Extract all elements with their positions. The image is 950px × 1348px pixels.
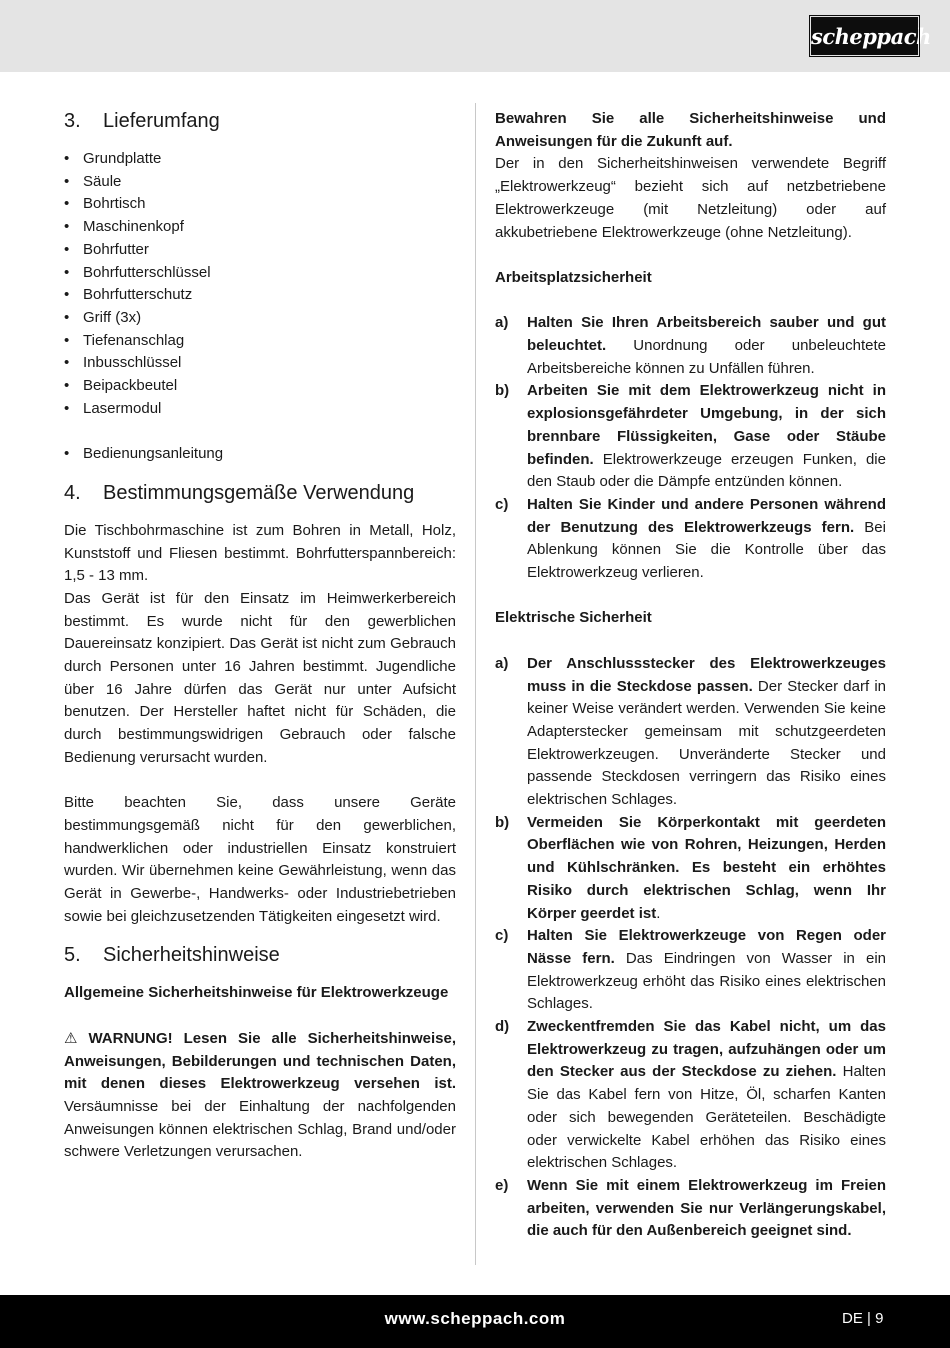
workplace-safety-heading: Arbeitsplatzsicherheit	[495, 268, 652, 286]
page-footer	[0, 1295, 950, 1348]
electrical-safety-list	[495, 653, 886, 1243]
list-item: • Griff (3x)	[64, 307, 456, 330]
intended-use-paragraph: Das Gerät ist für den Einsatz im Heimwerkerbereich bestimmt. Es wurde nicht für den gewerblichen Dauereinsatz konzipiert. Das Gerät ist nicht zum Gebrauch durch Personen unter 16 Jahren bestimmt. Jugendliche über 16 Jahre dürfen das Gerät nur unter Aufsicht benutzen. Der Hersteller haftet nicht für Schäden, die durch bestimmungswidrigen Gebrauch oder falsche Bedienung verursacht wurden.	[64, 589, 456, 766]
list-item: d) Zweckentfremden Sie das Kabel nicht, um das Elektrowerkzeug zu tragen, aufzuhängen oder um den Stecker aus der Steckdose zu ziehen. Halten Sie das Kabel fern von Hitze, Öl, scharfen Kanten oder sich bewegenden Geräteteilen. Beschädigte oder verwickelte Kabel erhöhen das Risiko eines elektrischen Schlages.	[495, 1018, 886, 1172]
website-link[interactable]: www.scheppach.com	[384, 1309, 566, 1328]
warning-paragraph: ⚠ WARNUNG! Lesen Sie alle Sicherheitshinweise, Anweisungen, Bebilderungen und technischen Daten, mit denen dieses Elektrowerkzeug versehen ist. Versäumnisse bei der Einhaltung der nachfolgenden Anweisungen können elektrischen Schlag, Brand und/oder schwere Verletzungen verursachen.	[64, 1029, 456, 1161]
list-item: c) Halten Sie Elektrowerkzeuge von Regen oder Nässe fern. Das Eindringen von Wasser in ein Elektrowerkzeug erhöht das Risiko eines elektrischen Schlages.	[495, 927, 886, 1013]
list-item: • Inbusschlüssel	[64, 352, 456, 375]
list-item: • Beipackbeutel	[64, 375, 456, 398]
scope-list-manual	[64, 443, 456, 466]
scope-list	[64, 148, 456, 420]
definition-paragraph: Der in den Sicherheitshinweisen verwendete Begriff „Elektrowerkzeug“ bezieht sich auf netzbetriebene Elektrowerkzeuge (mit Netzleitung) oder auf akkubetriebene Elektrowerkzeuge (ohne Netzleitung).	[495, 155, 886, 241]
list-item: • Bohrfutterschutz	[64, 284, 456, 307]
list-item: b) Vermeiden Sie Körperkontakt mit geerdeten Oberflächen wie von Rohren, Heizungen, Herden und Kühlschränken. Es besteht ein erhöhtes Risiko durch elektrischen Schlag, wenn Ihr Körper geerdet ist.	[495, 813, 886, 922]
section-3-heading: 3. Lieferumfang	[64, 110, 220, 132]
page-number: DE | 9	[842, 1310, 884, 1327]
page-header	[0, 0, 950, 72]
scheppach-logo: scheppach	[810, 16, 919, 56]
section-4-heading: 4. Bestimmungsgemäße Verwendung	[64, 481, 415, 504]
list-item: • Lasermodul	[64, 398, 456, 421]
electrical-safety-heading: Elektrische Sicherheit	[495, 609, 652, 627]
safety-subheading: Allgemeine Sicherheitshinweise für Elektrowerkzeuge	[64, 984, 449, 1002]
list-item: • Bedienungsanleitung	[64, 443, 456, 466]
list-item: a) Halten Sie Ihren Arbeitsbereich sauber und gut beleuchtet. Unordnung oder unbeleuchtete Arbeitsbereiche können zu Unfällen führen.	[495, 314, 886, 377]
list-item: • Grundplatte	[64, 148, 456, 171]
left-column	[64, 108, 456, 1164]
column-divider	[475, 103, 476, 1265]
list-item: b) Arbeiten Sie mit dem Elektrowerkzeug nicht in explosionsgefährdeter Umgebung, in der sich brennbare Flüssigkeiten, Gase oder Stäube befinden. Elektrowerkzeuge erzeugen Funken, die den Staub oder die Dämpfe entzünden können.	[495, 382, 886, 491]
right-column	[495, 108, 886, 1243]
intended-use-paragraph: Die Tischbohrmaschine ist zum Bohren in Metall, Holz, Kunststoff und Fliesen bestimmt. Bohrfutterspannbereich: 1,5 - 13 mm.	[64, 521, 456, 585]
keep-instructions-notice: Bewahren Sie alle Sicherheitshinweise und Anweisungen für die Zukunft auf.	[495, 110, 886, 150]
warning-triangle-icon: ⚠	[64, 1029, 78, 1047]
section-5-heading: 5. Sicherheitshinweise	[64, 944, 280, 967]
list-item: c) Halten Sie Kinder und andere Personen während der Benutzung des Elektrowerkzeugs fern. Bei Ablenkung können Sie die Kontrolle über das Elektrowerkzeug verlieren.	[495, 495, 886, 582]
workplace-safety-list	[495, 312, 886, 584]
list-item: • Bohrfutterschlüssel	[64, 262, 456, 285]
list-item: e) Wenn Sie mit einem Elektrowerkzeug im Freien arbeiten, verwenden Sie nur Verlängerungskabel, die auch für den Außenbereich geeignet sind.	[495, 1176, 886, 1240]
list-item: a) Der Anschlussstecker des Elektrowerkzeuges muss in die Steckdose passen. Der Stecker darf in keiner Weise verändert werden. Verwenden Sie keine Adapterstecker gemeinsam mit schutzgeerdeten Elektrowerkzeugen. Unveränderte Stecker und passende Steckdosen verringern das Risiko eines elektrischen Schlages.	[495, 654, 886, 809]
list-item: • Tiefenanschlag	[64, 330, 456, 353]
list-item: • Säule	[64, 171, 456, 194]
list-item: • Bohrtisch	[64, 193, 456, 216]
list-item: • Bohrfutter	[64, 239, 456, 262]
list-item: • Maschinenkopf	[64, 216, 456, 239]
intended-use-paragraph: Bitte beachten Sie, dass unsere Geräte bestimmungsgemäß nicht für den gewerblichen, handwerklichen oder industriellen Einsatz konstruiert wurden. Wir übernehmen keine Gewährleistung, wenn das Gerät in Gewerbe-, Handwerks- oder Industriebetrieben sowie bei gleichzusetzenden Tätigkeiten eingesetzt wird.	[64, 794, 456, 925]
